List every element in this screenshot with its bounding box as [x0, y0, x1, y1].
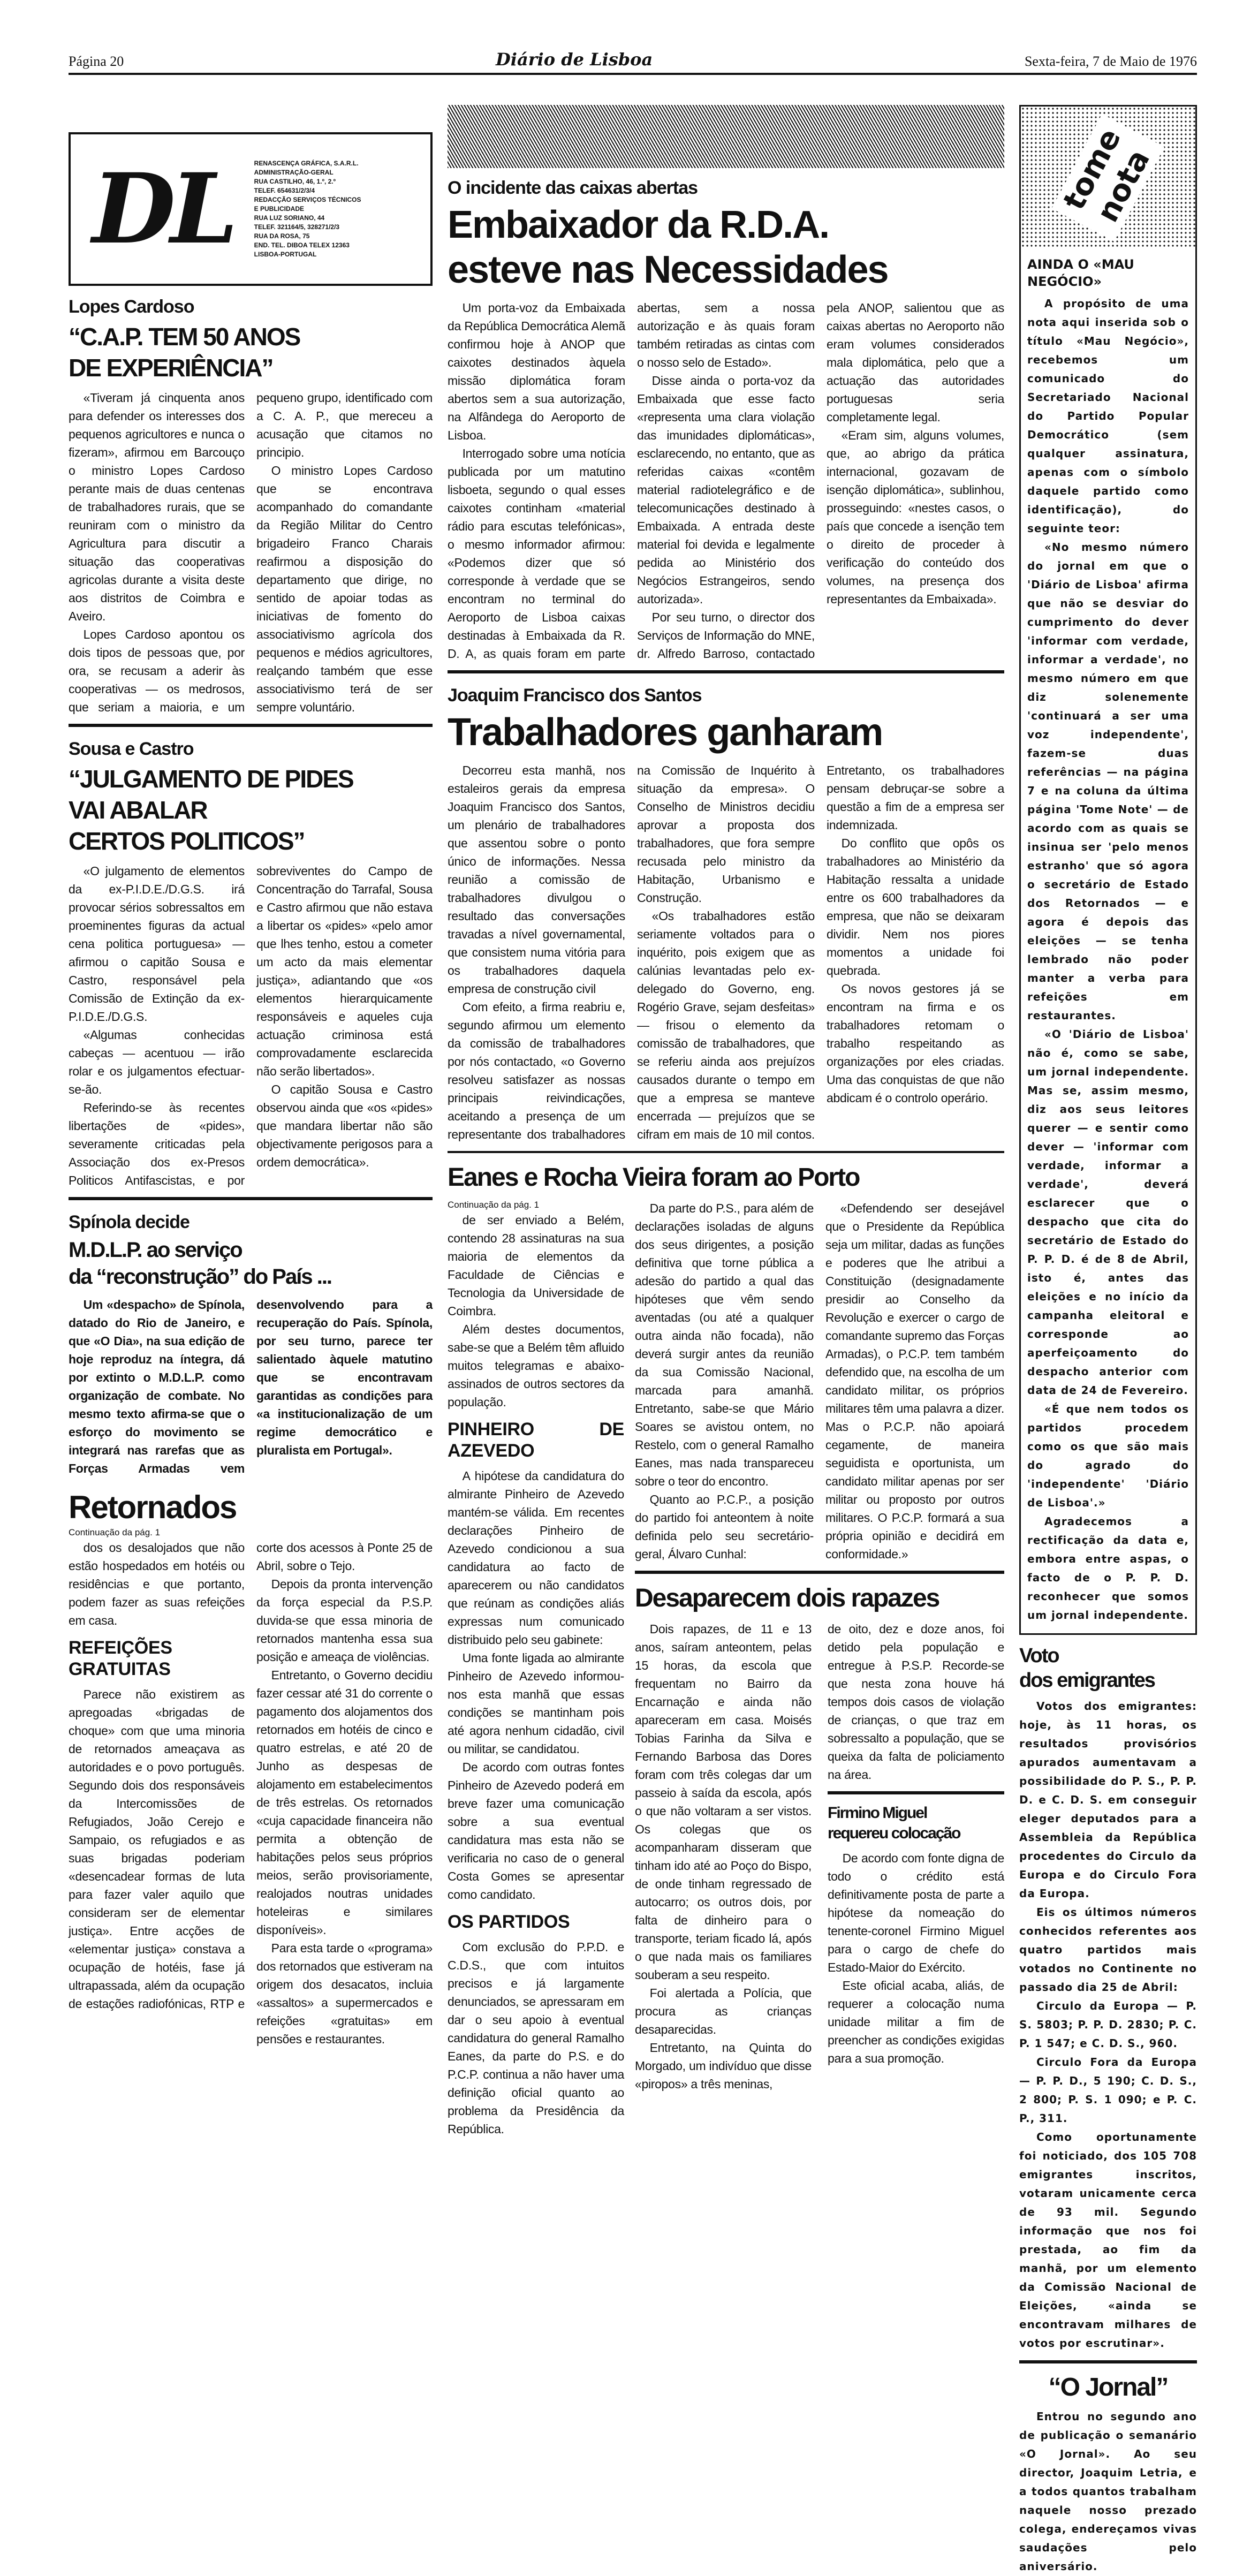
paragraph: Da parte do P.S., para além de declarações isoladas de alguns dos seus dirigentes, a posição definitiva que torne pública a adesão do partido a qual das hipóteses que vêm sendo aventadas (ou até a qualquer outra ainda não focada), não deverá surgir antes da reunião da sua Comissão Nacional, marcada para amanhã. Entretanto, sabe-se que Mário Soares se avistou ontem, no Restelo, com o general Ramalho Eanes, mas nada transpareceu sobre o teor do encontro.: [635, 1201, 814, 1488]
paragraph: Votos dos emigrantes: hoje, às 11 horas, os resultados provisórios apurados aumentavam a possibilidade do P. S., P. P. D. e C. D. S. em conseguir eleger deputados para a Assembleia da República procedentes do Circulo da Europa e do Circulo Fora da Europa.: [1019, 1700, 1197, 1900]
paragraph: Dois rapazes, de 11 e 13 anos, saíram anteontem, pelas 15 horas, da escola que frequentam no Bairro da Encarnação e ainda não apareceram em casa. Moisés Tobias Farinha da Silva e Fernando Barbosa das Dores foram com três colegas dar um passeio à saída da escola, após o que não voltaram a ser vistos. Os colegas que os acompanharam disseram que tinham ido até ao Poço do Bispo, de onde tinham regressado de autocarro; os outros dois, por falta de dinheiro para o transporte, teriam ficado lá, após o que nada mais os familiares souberam a seu respeito.: [635, 1622, 812, 1982]
eanes-headline: Eanes e Rocha Vieira foram ao Porto: [448, 1163, 860, 1192]
paragraph: Depois da pronta intervenção da força especial da P.S.P. duvida-se que essa minoria de retornados mantenha essa sua posição e ameaça de violências.: [256, 1577, 433, 1664]
credit-line: ADMINISTRAÇÃO-GERAL: [254, 169, 334, 176]
credit-line: RENASCENÇA GRÁFICA, S.A.R.L.: [254, 160, 359, 167]
voto-article-body: [1019, 1697, 1197, 2353]
page-number: Página 20: [69, 54, 124, 69]
sousa-headline-2: VAI ABALAR: [69, 796, 207, 824]
paragraph: Interrogado sobre uma notícia publicada por um matutino lisboeta, segundo o qual esses caixotes continham «material rádio para escutas telefónicas», o mesmo informador afirmou: «Podemos dizer que só corresponde à verdade que se encontram no terminal do Aeroporto de Lisboa caixas destinadas à Embaixada da R. D. A, as quais foram em parte abertas, sem a nossa autorização e às quais foram também retiradas as cintas com o nosso selo de Estado».: [448, 301, 815, 661]
paragraph: Parece não existirem as apregoadas «brigadas de choque» com que uma minoria de retornados ameaçava as autoridades e o povo português. Segundo dois dos responsáveis da Intercomissões de Refugiados, João Cerejo e Sampaio, os refugiados e as suas brigadas poderiam «desencadear formas de luta para fazer valer aquilo que consideram ser de elementar justiça». Entre acções de «elementar justiça» constava a ocupação de hotéis, fase já ultrapassada, além da ocupação de estações radiofónicas, RTP e corte dos acessos à Ponte 25 de Abril, sobre o Tejo.: [69, 1541, 433, 2011]
paragraph: Referindo-se às recentes libertações de «pides», severamente criticadas pela Associação dos ex-Presos Politicos Antifascistas, e por sobreviventes do Campo de Concentração do Tarrafal, Sousa e Castro afirmou que não estava a libertar os «pides» «pelo amor que lhes tenho, estou a cometer um acto da mais elementar justiça», adiantando que «os elementos hierarquicamente responsáveis e aqueles cuja actuação criminosa está comprovadamente esclarecida não serão libertados».: [69, 864, 433, 1187]
paragraph: Como oportunamente foi noticiado, dos 105 708 emigrantes inscritos, votaram unicamente cerca de 93 mil. Segundo informação que nos foi prestada, ao fim da manhã, por um elemento da Comissão Nacional de Eleições, «ainda se encontravam milhares de votos por escrutinar».: [1019, 2131, 1197, 2350]
paragraph: Entretanto, na Quinta do Morgado, um indivíduo que disse «piropos» a três meninas,: [635, 2041, 812, 2091]
left-column: [69, 105, 433, 2048]
spinola-headline-2: da “reconstrução” do País ...: [69, 1265, 332, 1289]
firmino-headline-2: requereu colocação: [828, 1824, 960, 1842]
eanes-columns: [448, 1199, 1004, 2138]
voto-headline-2: dos emigrantes: [1019, 1669, 1155, 1692]
paragraph: de ser enviado a Belém, contendo 28 assinaturas na sua maioria de elementos da Faculdade de Ciências e Tecnologia da Universidade de Coimbra.: [448, 1213, 624, 1318]
paragraph: Um «despacho» de Spínola, datado do Rio de Janeiro, e que «O Dia», na sua edição de hoje reproduz na íntegra, dá por extinto o M.D.L.P. como organização de combate. No mesmo texto afirma-se que o esforço do movimento se integrará nas rarefas que as Forças Armadas vem desenvolvendo para a recuperação do País. Spínola, por seu turno, parece ter salientado àquele matutino que se encontravam garantidas as condições para «a institucionalização de um regime democrático e pluralista em Portugal».: [69, 1298, 433, 1475]
paragraph: Decorreu esta manhã, nos estaleiros gerais da empresa Joaquim Francisco dos Santos, um plenário de trabalhadores que assentou sobre o ponto único de informações. Nessa reunião a comissão de trabalhadores divulgou o resultado das conversações travadas a nível governamental, que consistem numa vitória para os trabalhadores daquela empresa de construção civil: [448, 763, 625, 996]
paragraph: «Algumas conhecidas cabeças — acentuou — irão rolar e os julgamentos efectuar-se-ão.: [69, 1028, 245, 1096]
paragraph: Quanto ao P.C.P., a posição do partido foi anteontem à noite definida pelo seu secretário-geral, Álvaro Cunhal:: [635, 1492, 814, 1561]
lopes-headline-2: DE EXPERIÊNCIA”: [69, 354, 273, 382]
paragraph: «Eram sim, alguns volumes, que, ao abrigo da prática internacional, gozavam de isenção diplomática», sublinhou, prosseguindo: «nestes casos, o país que concede a isenção tem o direito de proceder à verificação do conteúdo dos volumes, na presença dos representantes da Embaixada».: [827, 428, 1004, 606]
credit-line: END. TEL. DIBOA TELEX 12363: [254, 241, 350, 249]
rapazes-columns: [635, 1620, 1004, 2093]
paragraph: O ministro Lopes Cardoso que se encontrava acompanhado do comandante da Região Militar do Centro brigadeiro Franco Charais reafirmou a disposição do departamento que dirige, no sentido de apoiar todas as iniciativas de fomento do associativismo agrícola dos pequenos e médios agricultores, realçando também que esse associativismo terá de ser sempre voluntário.: [256, 464, 433, 714]
eanes-col1-wrap: [448, 1199, 624, 2138]
lopes-article-body: [69, 389, 433, 716]
paragraph: A hipótese da candidatura do almirante Pinheiro de Azevedo mantém-se válida. Em recentes declarações Pinheiro de Azevedo condicionou a sua candidatura ao facto de aparecerem ou não candidatos que reúnam as condições aliás expressas num comunicado distribuido pelo seu gabinete:: [448, 1469, 624, 1647]
firmino-article-body: [828, 1849, 1004, 2067]
paragraph: De acordo com fonte digna de todo o crédito está definitivamente posta de parte a hipótese da nomeação do tenente-coronel Firmino Miguel para o cargo de chefe do Estado-Maior do Exército.: [828, 1851, 1004, 1974]
paragraph: «Defendendo ser desejável que o Presidente da República seja um militar, dadas as funções e poderes que lhe atribui a Constituição (designadamente presidir ao Conselho da Revolução e exercer o cargo de comandante supremo das Forças Armadas), o P.C.P. tem também defendido que, na escolha de um candidato militar, os próprios militares têm uma palavra a dizer. Mas o P.C.P. não apoiará cegamente, de maneira seguidista e oportunista, um candidato militar apenas por ser militar ou proposto por outros militares. O P.C.P. formará a sua própria opinião e decidirá em conformidade.»: [825, 1201, 1004, 1561]
subheading: PINHEIRO DE AZEVEDO: [448, 1419, 624, 1461]
masthead: Diário de Lisboa: [496, 49, 653, 70]
divider: [635, 1571, 1004, 1574]
page-header: [69, 0, 1197, 75]
paragraph: Foi alertada a Polícia, que procura as crianças desaparecidas.: [635, 1986, 812, 2036]
lopes-kicker: Lopes Cardoso: [69, 297, 194, 317]
dl-imprint-box: [69, 132, 433, 286]
paragraph: Disse ainda o porta-voz da Embaixada que esse facto «representa uma clara violação das imunidades diplomáticas», esclarecendo, no entanto, que as referidas caixas «contêm material radiotelegráfico e de telecomunicações destinado à Embaixada. A entrada deste material foi devida e legalmente pedida ao Ministério dos Negócios Estrangeiros, sendo autorizada».: [637, 374, 815, 606]
divider: [448, 1151, 1004, 1153]
eanes-right-wrap: [635, 1199, 1004, 2093]
sousa-article-body: [69, 862, 433, 1189]
paragraph: Do conflito que opôs os trabalhadores ao Ministério da Habitação ressalta a unidade entre os 600 trabalhadores da empresa, que não se deixaram dividir. Nem nos piores momentos a unidade foi quebrada.: [827, 836, 1004, 978]
rda-headline-2: esteve nas Necessidades: [448, 248, 888, 291]
paragraph: Agradecemos a rectificação da data e, embora entre aspas, o facto de o P. P. D. reconhecer que somos um jornal independente.: [1027, 1515, 1189, 1622]
subheading: OS PARTIDOS: [448, 1912, 570, 1932]
trabalhadores-headline: Trabalhadores ganharam: [448, 711, 883, 754]
divider: [828, 1791, 1004, 1794]
imprint-credits: [254, 159, 361, 259]
firmino-headline-1: Firmino Miguel: [828, 1804, 927, 1822]
paragraph: Uma fonte ligada ao almirante Pinheiro de Azevedo informou-nos esta manhã que essas condições se mantinham pois até agora nenhum cidadão, civil ou militar, se candidatou.: [448, 1651, 624, 1756]
tome-nota-box: [1019, 105, 1197, 1635]
rapazes-firmino-wrap: [828, 1620, 1004, 2067]
voto-headline-1: Voto: [1019, 1645, 1059, 1667]
rapazes-body-col2: [828, 1620, 1004, 1784]
eanes-body-col1: [448, 1211, 624, 2138]
sousa-headline-3: CERTOS POLITICOS”: [69, 827, 305, 855]
credit-line: E PUBLICIDADE: [254, 205, 304, 213]
divider: [69, 724, 433, 727]
sousa-headline-1: “JULGAMENTO DE PIDES: [69, 765, 353, 793]
paragraph: de oito, dez e doze anos, foi detido pela população e entregue à P.S.P. Recorde-se que nesta zona houve há tempos dois casos de violação de crianças, o que traz em sobressalto a população, que se queixa da falta de policiamento na área.: [828, 1622, 1004, 1782]
paragraph: «O julgamento de elementos da ex-P.I.D.E./D.G.S. irá provocar sérios sobressaltos em proeminentes figuras da actual cena politica portuguesa» — afirmou o capitão Sousa e Castro, responsável pela Comissão de Extinção da ex-P.I.D.E./D.G.S.: [69, 864, 245, 1024]
paragraph: Um porta-voz da Embaixada da República Democrática Alemã confirmou hoje à ANOP que caixotes destinados àquela missão diplomática foram abertos sem a sua autorização, na Alfândega do Aeroporto de Lisboa.: [448, 301, 625, 442]
paragraph: «É que nem todos os partidos procedem como os que são mais do agrado do 'independente' 'Diário de Lisboa'.»: [1027, 1403, 1189, 1509]
credit-line: RUA CASTILHO, 46, 1.º, 2.º: [254, 178, 336, 185]
paragraph: Com exclusão do P.P.D. e C.D.S., que com intuitos precisos e já largamente denunciados, se apressaram em dar o seu apoio à eventual candidatura do general Ramalho Eanes, da parte do P.S. e do P.C.P. continua a não haver uma definição oficial quanto ao problema da Presidência da República.: [448, 1940, 624, 2136]
credit-line: RUA LUZ SORIANO, 44: [254, 214, 325, 222]
divider: [69, 1197, 433, 1200]
middle-column: [448, 105, 1004, 2138]
sousa-kicker: Sousa e Castro: [69, 739, 194, 759]
paragraph: Este oficial acaba, aliás, de requerer a colocação numa unidade militar a fim de preencher as condições exigidas para a sua promoção.: [828, 1979, 1004, 2065]
eanes-continuation: Continuação da pág. 1: [448, 1200, 540, 1210]
paragraph: Os novos gestores já se encontram na firma e os trabalhadores retomam o trabalho respeitando as organizações por eles criadas. Uma das conquistas de que não abdicam é o controlo operário.: [827, 982, 1004, 1105]
tome-nota-logo-panel: [1021, 107, 1195, 248]
paragraph: Eis os últimos números conhecidos referentes aos quatro partidos mais votados no Continente no passado dia 25 de Abril:: [1019, 1906, 1197, 1994]
lopes-headline-1: “C.A.P. TEM 50 ANOS: [69, 323, 300, 351]
paragraph: Lopes Cardoso apontou os dois tipos de pessoas que, por ora, se recusam a aderir às cooperativas — os medrosos, que seriam a maioria, e um pequeno grupo, identificado com a C. A. P., que mereceu a acusação que citamos no principio.: [69, 391, 433, 714]
jornal-article-body: [1019, 2407, 1197, 2576]
dl-logo: DL: [92, 152, 233, 266]
spinola-kicker: Spínola decide: [69, 1212, 190, 1232]
subheading: REFEIÇÕES GRATUITAS: [69, 1638, 172, 1679]
divider: [448, 670, 1004, 673]
eanes-body-col2-3: [635, 1199, 1004, 1563]
credit-line: LISBOA-PORTUGAL: [254, 251, 317, 258]
rapazes-body-col1: [635, 1620, 812, 2093]
paragraph: De acordo com outras fontes Pinheiro de Azevedo poderá em breve fazer uma comunicação sobre a sua eventual candidatura mas esta não se verificaria no caso de o general Costa Gomes se apresentar como candidato.: [448, 1760, 624, 1901]
paragraph: O capitão Sousa e Castro observou ainda que «os «pides» que mandara libertar não são objectivamente perigosos para a ordem democrática».: [256, 1082, 433, 1169]
retornados-continuation: Continuação da pág. 1: [69, 1527, 161, 1537]
rapazes-headline: Desaparecem dois rapazes: [635, 1584, 939, 1612]
issue-date: Sexta-feira, 7 de Maio de 1976: [1024, 54, 1197, 69]
credit-line: TELEF. 654631/2/3/4: [254, 187, 315, 194]
jornal-headline: “O Jornal”: [1048, 2373, 1168, 2401]
retornados-headline: Retornados: [69, 1489, 237, 1525]
tome-nota-content: [1021, 248, 1195, 1633]
rda-kicker: O incidente das caixas abertas: [448, 178, 698, 198]
hatched-banner: [448, 105, 1004, 168]
divider: [1019, 2360, 1197, 2363]
rda-headline-1: Embaixador da R.D.A.: [448, 203, 829, 246]
paragraph: «Os trabalhadores estão seriamente voltados para o inquérito, pois exigem que as calúnias levantadas pelo ex-delegado do Governo, eng. Rogério Grave, sejam desfeitas» — frisou o elemento da comissão de trabalhadores, que se referiu ainda aos prejuízos causados durante o tempo em que a empresa se manteve encerrada — prejuízos que se cifram em mais de 10 mil contos. Entretanto, os trabalhadores pensam debruçar-se sobre a questão a fim de a empresa ser indemnizada.: [637, 763, 1004, 1141]
tome-nota-logo: tome nota: [1052, 113, 1164, 241]
paragraph: Com efeito, a firma reabriu e, segundo afirmou um elemento da comissão de trabalhadores por nós contactado, «o Governo resolveu satisfazer as nossas principais reivindicações, aceitando a presença de um representante dos trabalhadores na Comissão de Inquérito à situação da empresa». O Conselho de Ministros decidiu aprovar a proposta dos trabalhadores, que fora sempre recusada pelo ministro da Habitação, Urbanismo e Construção.: [448, 763, 815, 1141]
paragraph: Para esta tarde o «programa» dos retornados que estiveram na origem dos desacatos, incluia «assaltos» a supermercados e refeições «gratuitas» em pensões e restaurantes.: [256, 1941, 433, 2046]
right-column: [1019, 105, 1197, 2576]
paragraph: Entretanto, o Governo decidiu fazer cessar até 31 do corrente o pagamento dos alojamentos dos retornados em hotéis de cinco e quatro estrelas, e até 20 de Junho as despesas de alojamento em estabelecimentos de três estrelas. Os retornados «cuja capacidade financeira não permita a obtenção de habitações pelos seus próprios meios, serão provisoriamente, realojados noutras unidades hoteleiras e similares disponíveis».: [256, 1668, 433, 1937]
spinola-headline-1: M.D.L.P. ao serviço: [69, 1238, 242, 1262]
page-layout: [69, 105, 1197, 2576]
trabalhadores-article-body: [448, 761, 1004, 1143]
tome-nota-body: [1027, 294, 1189, 1625]
paragraph: Além destes documentos, sabe-se que a Belém têm afluido muitos telegramas e abaixo-assinados de outros sectores da população.: [448, 1322, 624, 1409]
paragraph: Por seu turno, o director dos Serviços de Informação do MNE, dr. Alfredo Barroso, contactado pela ANOP, salientou que as caixas abertas no Aeroporto não eram volumes considerados mala diplomática, pelo que a actuação das autoridades portuguesas seria completamente legal.: [637, 301, 1004, 661]
credit-line: REDACÇÃO SERVIÇOS TÉCNICOS: [254, 196, 361, 203]
paragraph: «Tiveram já cinquenta anos para defender os interesses dos pequenos agricultores e nunca o fizeram», afirmou em Barcouço o ministro Lopes Cardoso perante mais de duas centenas de trabalhadores rurais, que se reuniram com o ministro da Agricultura para discutir a situação das cooperativas agricolas durante a visita deste aos distritos de Coimbra e Aveiro.: [69, 391, 245, 623]
paragraph: «O 'Diário de Lisboa' não é, como se sabe, um jornal independente. Mas se, assim mesmo, diz aos seus leitores querer — e sentir como dever — 'informar com verdade, informar a verdade', deverá esclarecer que o despacho que cita do secretário de Estado do P. P. D. é de 8 de Abril, isto é, antes das eleições e no início da campanha eleitoral e corresponde ao aperfeiçoamento do despacho anterior com data de 24 de Fevereiro.: [1027, 1028, 1189, 1397]
retornados-article-body: [69, 1539, 433, 2048]
paragraph: dos os desalojados que não estão hospedados em hotéis ou residências e que portanto, podem fazer as suas refeições em casa.: [69, 1541, 245, 1627]
paragraph: Entrou no segundo ano de publicação o semanário «O Jornal». Ao seu director, Joaquim Letria, e a todos quantos trabalham naquele nosso prezado colega, endereçamos vivas saudações pelo aniversário.: [1019, 2410, 1197, 2573]
trabalhadores-kicker: Joaquim Francisco dos Santos: [448, 685, 702, 706]
paragraph: Circulo da Europa — P. S. 5803; P. P. D. 2830; P. C. P. 1 547; e C. D. S., 960.: [1019, 1999, 1197, 2050]
rda-article-body: [448, 299, 1004, 663]
credit-line: TELEF. 321164/5, 328271/2/3: [254, 223, 340, 231]
paragraph: «No mesmo número do jornal em que o 'Diário de Lisboa' afirma que não se desviar do cumprimento do dever 'informar com verdade, informar a verdade', no mesmo número em que diz solenemente 'continuará a ser uma voz independente', fazem-se duas referências — na página 7 e na coluna da última página 'Tome Note' — de acordo com as quais se insinua ser 'pelo menos estranho' que só agora o secretário de Estado dos Retornados — e agora é depois das eleições — se tenha lembrado não poder manter a verba para refeições em restaurantes.: [1027, 541, 1189, 1022]
credit-line: RUA DA ROSA, 75: [254, 232, 310, 240]
paragraph: A propósito de uma nota aqui inserida sob o título «Mau Negócio», recebemos um comunicado do Secretariado Nacional do Partido Popular Democrático (sem qualquer assinatura, apenas com o símbolo daquele partido como identificação), do seguinte teor:: [1027, 297, 1189, 535]
tome-nota-headline: AINDA O «MAU NEGÓCIO»: [1027, 257, 1134, 289]
spinola-article-body: [69, 1295, 433, 1478]
paragraph: Circulo Fora da Europa — P. P. D., 5 190; C. D. S., 2 800; P. S. 1 090; e P. C. P., 311.: [1019, 2056, 1197, 2125]
